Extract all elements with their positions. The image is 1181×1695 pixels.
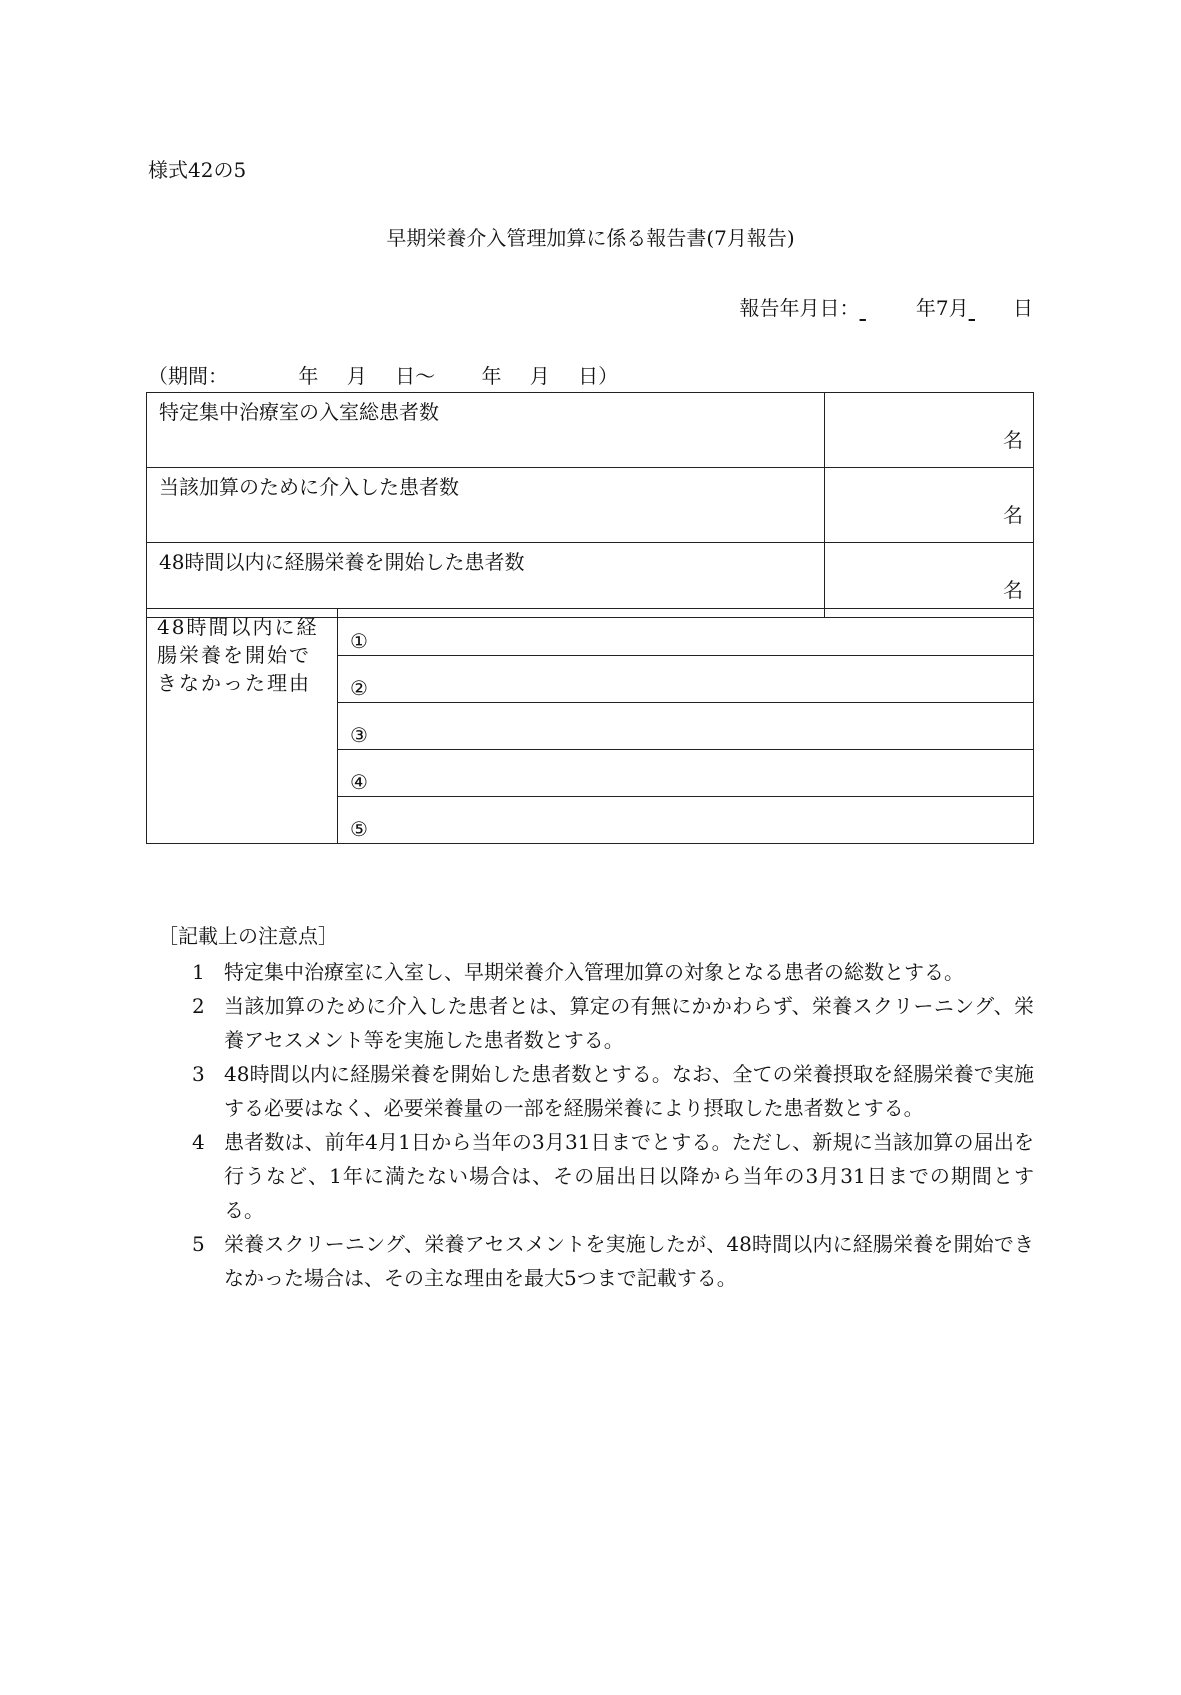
table-row xyxy=(147,468,1034,543)
note-number: 5 xyxy=(192,1232,205,1256)
reason-field-3[interactable] xyxy=(338,703,1034,750)
note-number: 3 xyxy=(192,1062,205,1086)
table-row xyxy=(147,393,1034,468)
report-date-day: 日 xyxy=(1013,296,1033,320)
report-date xyxy=(740,292,1033,321)
reason-field-5[interactable] xyxy=(338,797,1034,844)
notes-heading: ［記載上の注意点］ xyxy=(158,924,338,948)
table-row xyxy=(147,543,1034,618)
reason-number: ① xyxy=(350,629,368,653)
count-value-field[interactable] xyxy=(824,543,1033,618)
report-date-label: 報告年月日： xyxy=(739,296,860,320)
period-start-day: 日～ xyxy=(395,364,436,388)
reason-number: ④ xyxy=(350,770,368,794)
report-date-year-month: 年7月 xyxy=(915,296,969,320)
note-number: 2 xyxy=(192,994,205,1018)
note-text: 48時間以内に経腸栄養を開始した患者数とする。なお、全ての栄養摂取を経腸栄養で実施する必要はなく、必要栄養量の一部を経腸栄養により摂取した患者数とする。 xyxy=(224,1062,1034,1120)
period-line xyxy=(148,360,618,389)
period-end-month: 月 xyxy=(529,364,550,388)
count-value-field[interactable] xyxy=(824,393,1033,468)
count-value-field[interactable] xyxy=(824,468,1033,543)
count-unit: 名 xyxy=(1003,577,1023,602)
reason-field-2[interactable] xyxy=(338,656,1034,703)
reason-number: ⑤ xyxy=(350,817,368,841)
count-label: 特定集中治療室の入室総患者数 xyxy=(147,393,825,468)
period-open: （期間： xyxy=(148,364,228,388)
document-title: 早期栄養介入管理加算に係る報告書(7月報告) xyxy=(386,226,795,250)
count-unit: 名 xyxy=(1003,502,1023,527)
note-text: 当該加算のために介入した患者とは、算定の有無にかかわらず、栄養スクリーニング、栄養アセスメント等を実施した患者数とする。 xyxy=(224,994,1034,1052)
list-item xyxy=(192,989,1034,1057)
reason-number: ② xyxy=(350,676,368,700)
note-number: 4 xyxy=(192,1130,205,1154)
note-text: 患者数は、前年4月1日から当年の3月31日までとする。ただし、新規に当該加算の届出を行うなど、1年に満たない場合は、その届出日以降から当年の3月31日までの期間とする。 xyxy=(224,1130,1034,1222)
patient-counts-table xyxy=(146,392,1034,618)
reason-number: ③ xyxy=(350,723,368,747)
list-item xyxy=(192,1125,1034,1227)
period-end-day: 日） xyxy=(578,364,619,388)
count-unit: 名 xyxy=(1003,427,1023,452)
reason-field-4[interactable] xyxy=(338,750,1034,797)
reasons-label: 48時間以内に経腸栄養を開始できなかった理由 xyxy=(147,609,338,844)
table-row xyxy=(147,609,1034,656)
note-text: 栄養スクリーニング、栄養アセスメントを実施したが、48時間以内に経腸栄養を開始できなかった場合は、その主な理由を最大5つまで記載する。 xyxy=(224,1232,1034,1290)
note-number: 1 xyxy=(192,960,205,984)
reasons-table xyxy=(146,608,1034,844)
list-item xyxy=(192,955,1034,989)
period-start-year: 年 xyxy=(298,364,319,388)
reason-field-1[interactable] xyxy=(338,609,1034,656)
count-label: 当該加算のために介入した患者数 xyxy=(147,468,825,543)
note-text: 特定集中治療室に入室し、早期栄養介入管理加算の対象となる患者の総数とする。 xyxy=(224,960,964,984)
list-item xyxy=(192,1227,1034,1295)
period-end-year: 年 xyxy=(481,364,502,388)
list-item xyxy=(192,1057,1034,1125)
count-label: 48時間以内に経腸栄養を開始した患者数 xyxy=(147,543,825,618)
period-start-month: 月 xyxy=(346,364,367,388)
form-number: 様式42の5 xyxy=(148,158,247,182)
notes-section xyxy=(158,920,1034,1295)
